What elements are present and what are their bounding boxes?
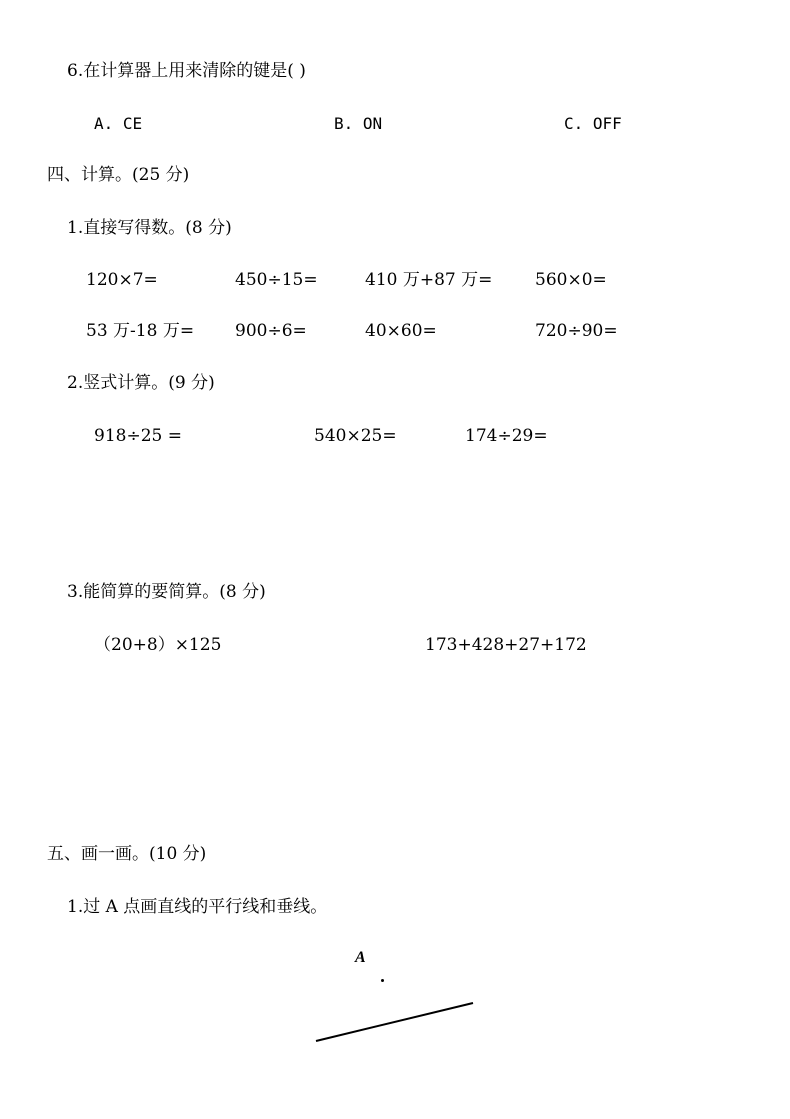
part1-title: 1.直接写得数。(8 分) xyxy=(67,218,232,238)
vertical-calc-item: 540×25= xyxy=(314,426,397,446)
part3-title: 3.能简算的要简算。(8 分) xyxy=(67,582,266,602)
calc-item: 900÷6= xyxy=(235,321,307,341)
draw-part1-title: 1.过 A 点画直线的平行线和垂线。 xyxy=(67,897,328,917)
simplify-item: （20+8）×125 xyxy=(94,635,222,655)
section5-title: 五、画一画。(10 分) xyxy=(47,844,207,864)
given-straight-line xyxy=(316,1003,473,1041)
calc-item: 720÷90= xyxy=(535,321,618,341)
section4-title: 四、计算。(25 分) xyxy=(47,165,190,185)
q6-option-b[interactable]: B. ON xyxy=(334,114,383,133)
calc-item: 450÷15= xyxy=(235,270,318,290)
simplify-item: 173+428+27+172 xyxy=(425,635,587,655)
calc-item: 40×60= xyxy=(365,321,437,341)
part2-title: 2.竖式计算。(9 分) xyxy=(67,373,215,393)
q6-option-a[interactable]: A. CE xyxy=(94,114,143,133)
point-a-label: A xyxy=(355,949,366,966)
vertical-calc-item: 174÷29= xyxy=(465,426,548,446)
calc-item: 560×0= xyxy=(535,270,607,290)
q6-option-c[interactable]: C. OFF xyxy=(564,114,622,133)
q6-prompt: 6.在计算器上用来清除的键是( ) xyxy=(67,61,306,81)
calc-item: 410 万+87 万= xyxy=(365,270,493,290)
vertical-calc-item: 918÷25 = xyxy=(94,426,182,446)
calc-item: 53 万-18 万= xyxy=(86,321,195,341)
calc-item: 120×7= xyxy=(86,270,158,290)
